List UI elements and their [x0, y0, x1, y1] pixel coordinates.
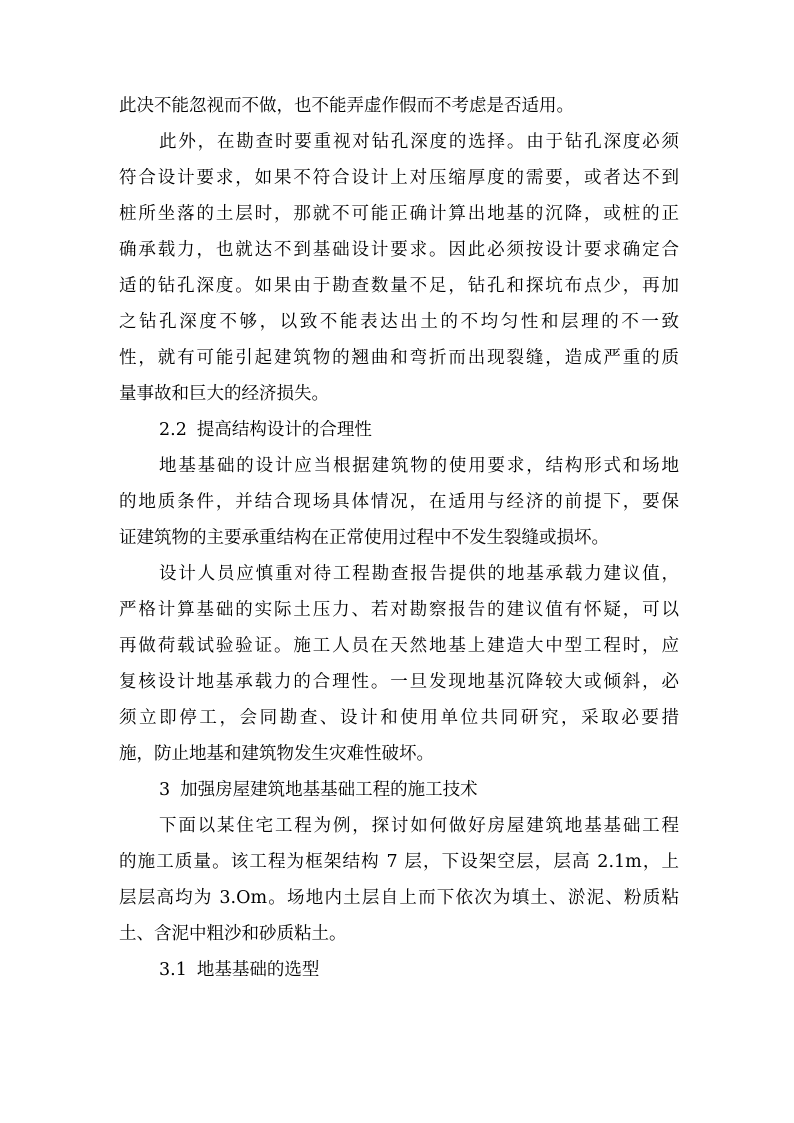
text-line-5: 确承载力，也就达不到基础设计要求。因此必须按设计要求确定合 — [119, 240, 679, 260]
text-line-17: 复核设计地基承载力的合理性。一旦发现地基沉降较大或倾斜，必 — [119, 672, 679, 692]
text-line-18: 须立即停工，会同勘查、设计和使用单位共同研究，采取必要措 — [119, 708, 679, 728]
text-line-13: 证建筑物的主要承重结构在正常使用过程中不发生裂缝或损坏。 — [119, 528, 609, 548]
text-line-4: 桩所坐落的土层时，那就不可能正确计算出地基的沉降，或桩的正 — [119, 204, 679, 224]
text-line-2: 此外，在勘查时要重视对钻孔深度的选择。由于钻孔深度必须 — [159, 132, 679, 152]
text-line-14: 设计人员应慎重对待工程勘查报告提供的地基承载力建议值， — [159, 564, 679, 584]
text-line-12: 的地质条件，并结合现场具体情况，在适用与经济的前提下，要保 — [119, 492, 679, 512]
text-line-15: 严格计算基础的实际土压力、若对勘察报告的建议值有怀疑，可以 — [119, 600, 679, 620]
section-number: 3.1 — [159, 960, 187, 980]
text-line-9: 量事故和巨大的经济损失。 — [119, 384, 329, 404]
text-line-24: 土、含泥中粗沙和砂质粘土。 — [119, 924, 347, 944]
text-line-11: 地基基础的设计应当根据建筑物的使用要求，结构形式和场地 — [159, 456, 679, 476]
section-title: 地基基础的选型 — [196, 960, 320, 980]
text-line-22: 的施工质量。该工程为框架结构 7 层，下设架空层，层高 2.1m，上 — [119, 852, 679, 872]
body-text — [119, 88, 679, 988]
text-line-21: 下面以某住宅工程为例，探讨如何做好房屋建筑地基基础工程 — [159, 816, 679, 836]
text-line-1: 此决不能忽视而不做，也不能弄虚作假而不考虑是否适用。 — [119, 96, 574, 116]
text-line-16: 再做荷载试验验证。施工人员在天然地基上建造大中型工程时，应 — [119, 636, 679, 656]
text-line-6: 适的钻孔深度。如果由于勘查数量不足，钻孔和探坑布点少，再加 — [119, 276, 679, 296]
section-number: 3 — [159, 780, 171, 800]
section-title: 提高结构设计的合理性 — [196, 420, 372, 440]
text-line-8: 性，就有可能引起建筑物的翘曲和弯折而出现裂缝，造成严重的质 — [119, 348, 679, 368]
section-title: 加强房屋建筑地基基础工程的施工技术 — [180, 780, 478, 800]
section-heading-2-2 — [119, 412, 679, 448]
section-number: 2.2 — [159, 420, 187, 440]
section-heading-3-1 — [119, 952, 679, 988]
text-line-23: 层层高均为 3.Om。场地内土层自上而下依次为填土、淤泥、粉质粘 — [119, 888, 679, 908]
text-line-7: 之钻孔深度不够，以致不能表达出土的不均匀性和层理的不一致 — [119, 312, 679, 332]
section-heading-3 — [119, 772, 679, 808]
text-line-3: 符合设计要求，如果不符合设计上对压缩厚度的需要，或者达不到 — [119, 168, 679, 188]
text-line-19: 施，防止地基和建筑物发生灾难性破坏。 — [119, 744, 434, 764]
